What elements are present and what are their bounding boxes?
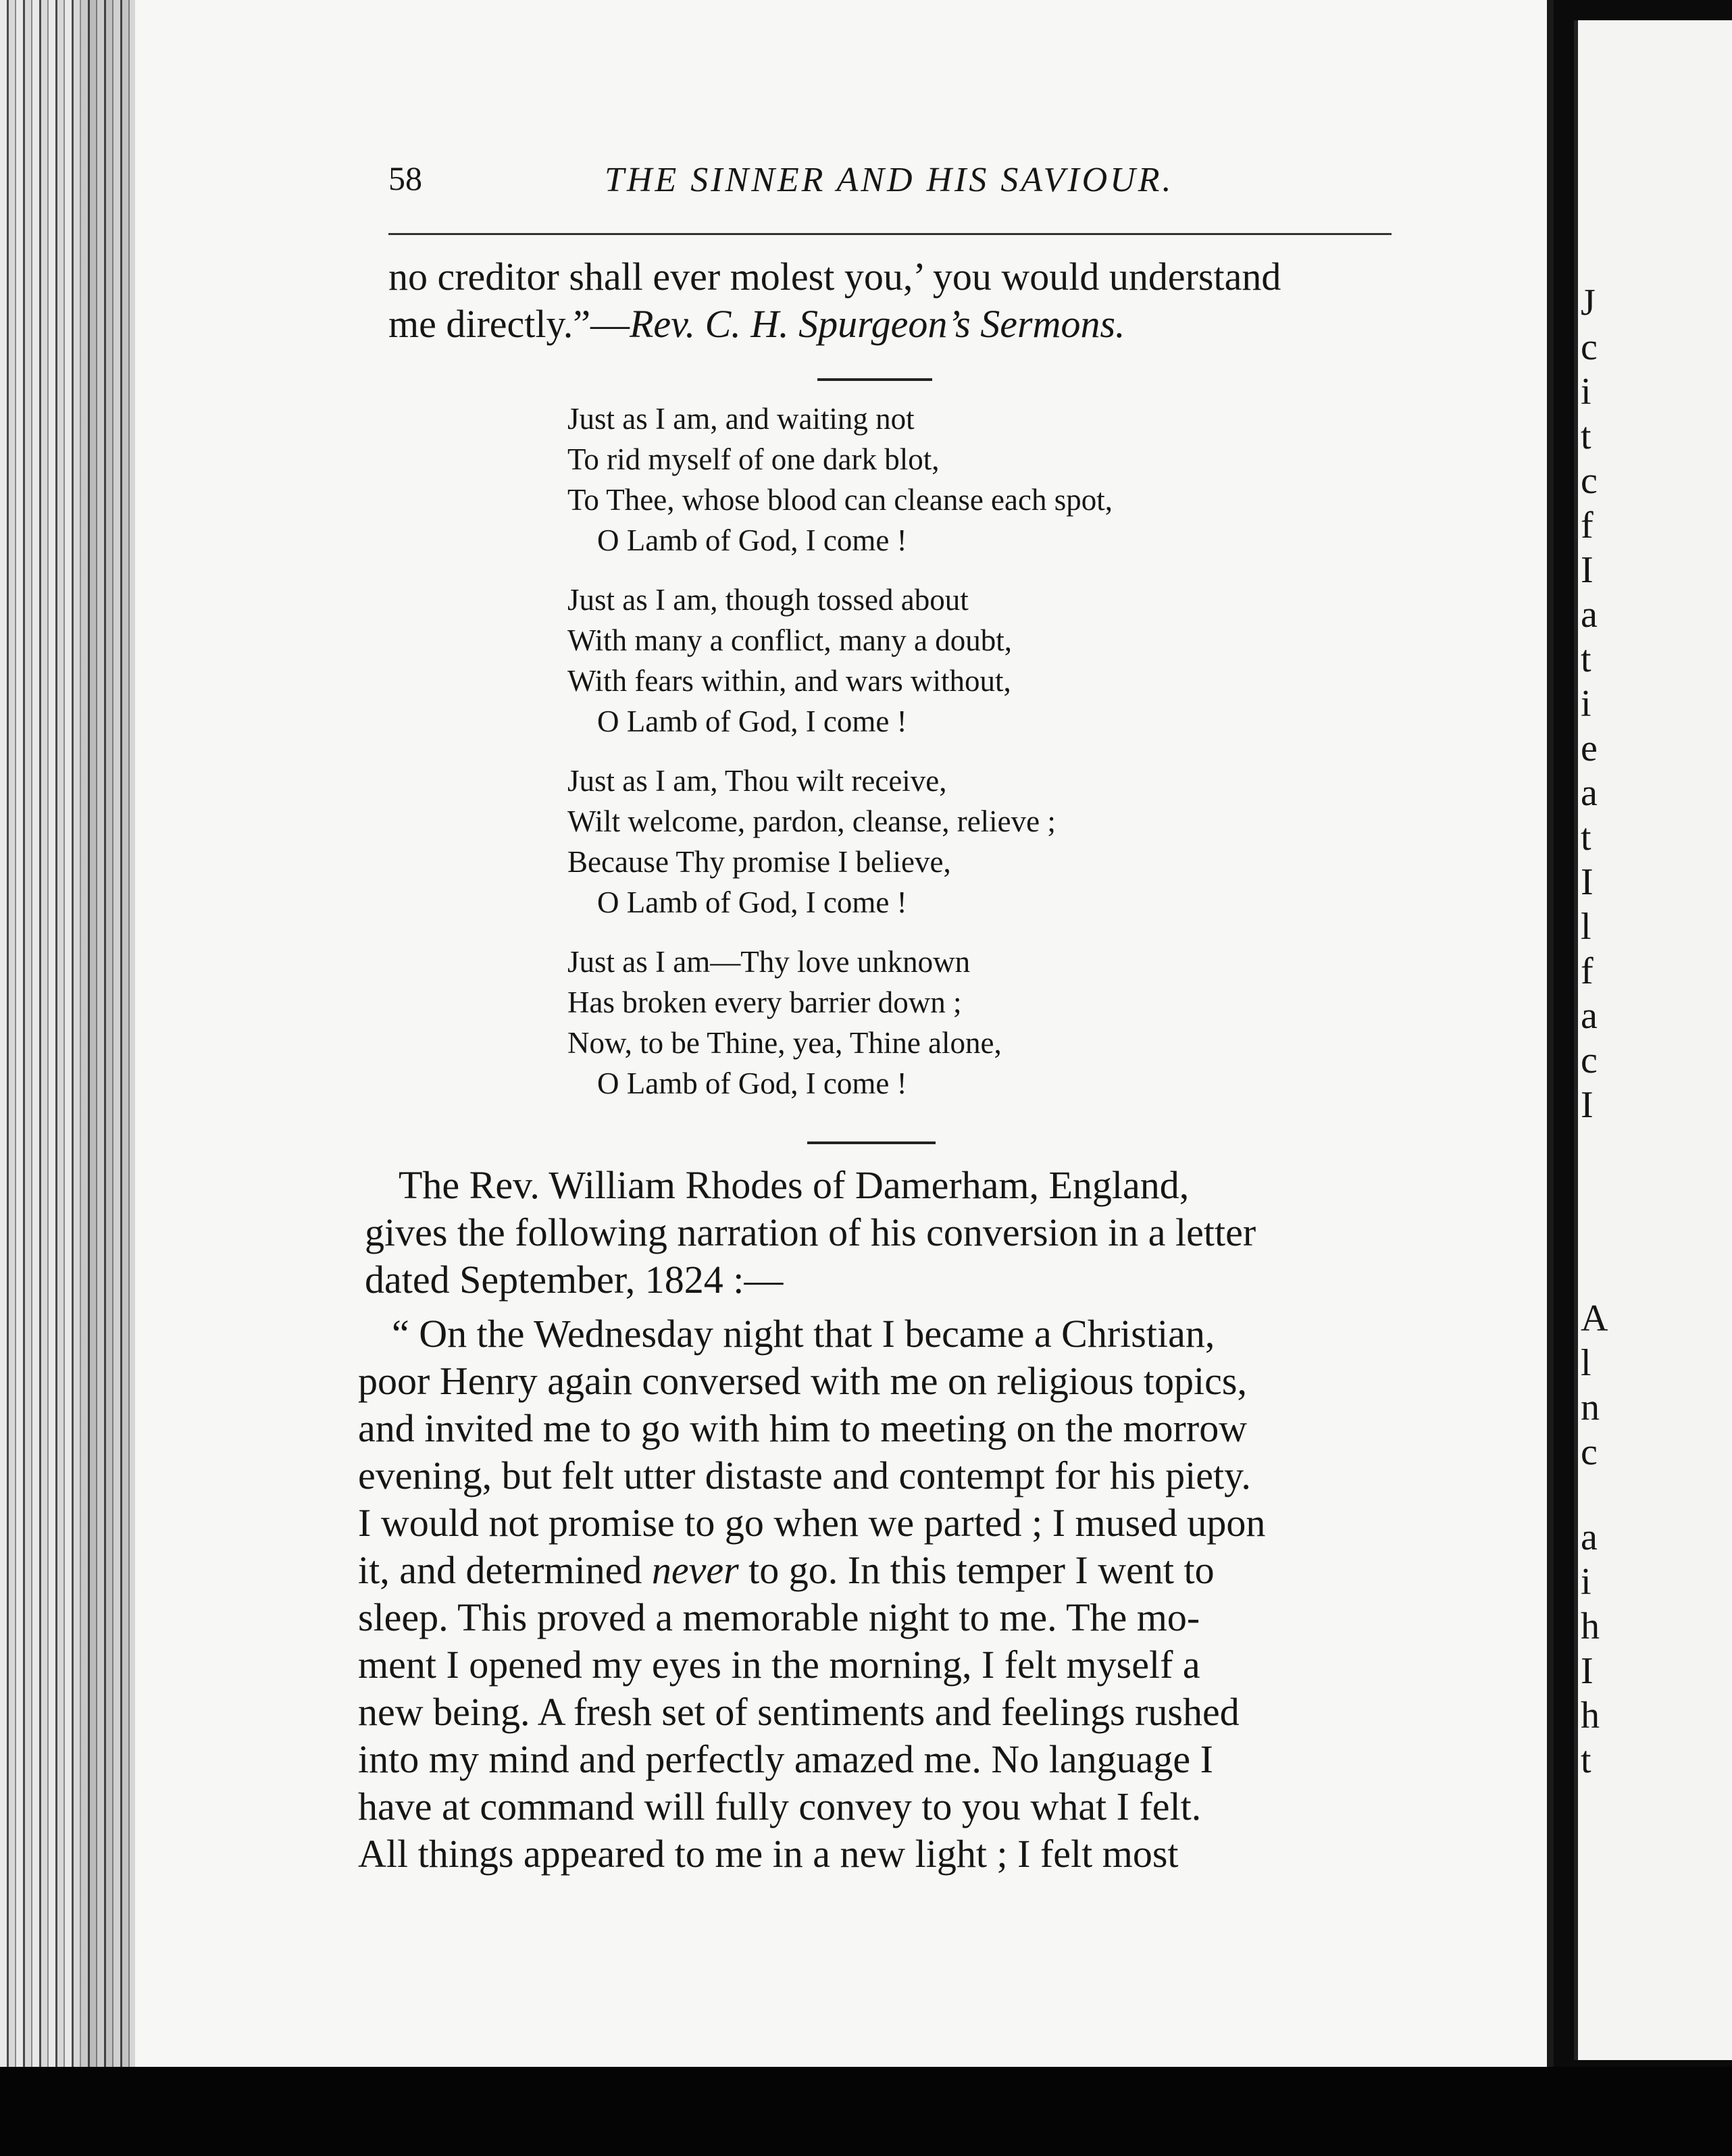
adjacent-fragment: i: [1581, 683, 1591, 725]
letter-line: poor Henry again conversed with me on religious topics,: [358, 1359, 1247, 1403]
letter-line: All things appeared to me in a new light ; I felt most: [358, 1832, 1179, 1876]
adjacent-fragment: l: [1581, 906, 1591, 948]
adjacent-fragment: A: [1581, 1298, 1608, 1339]
adjacent-fragment: t: [1581, 638, 1591, 680]
adjacent-fragment: a: [1581, 995, 1598, 1037]
attribution: Rev. C. H. Spurgeon’s Sermons.: [629, 302, 1125, 346]
hymn: [567, 399, 1243, 1123]
letter-text: it, and determined: [358, 1548, 652, 1592]
adjacent-page-fragments: [1581, 280, 1608, 1782]
adjacent-fragment: c: [1581, 460, 1598, 502]
hymn-line: Just as I am, Thou wilt receive,: [567, 764, 947, 798]
quote-line: [388, 301, 1395, 348]
narration-intro: [365, 1162, 1378, 1304]
adjacent-fragment: a: [1581, 594, 1598, 636]
adjacent-fragment: a: [1581, 1516, 1598, 1558]
adjacent-fragment: h: [1581, 1606, 1600, 1647]
adjacent-fragment: I: [1581, 1650, 1594, 1692]
adjacent-fragment: i: [1581, 1561, 1591, 1603]
hymn-refrain: O Lamb of God, I come !: [597, 704, 907, 738]
hymn-refrain: O Lamb of God, I come !: [597, 886, 907, 919]
adjacent-fragment: e: [1581, 727, 1598, 769]
scan-bottom-border: [0, 2067, 1732, 2156]
hymn-line: Just as I am—Thy love unknown: [567, 945, 971, 979]
adjacent-fragment: c: [1581, 326, 1598, 368]
letter-line: ment I opened my eyes in the morning, I felt myself a: [358, 1643, 1200, 1687]
letter-text: to go. In this temper I went to: [738, 1548, 1215, 1592]
letter-line: sleep. This proved a memorable night to me. The mo-: [358, 1595, 1200, 1639]
emphasis: never: [651, 1548, 739, 1592]
adjacent-fragment: c: [1581, 1040, 1598, 1081]
adjacent-fragment: n: [1581, 1387, 1600, 1429]
adjacent-fragment: I: [1581, 1084, 1594, 1126]
letter-line: “ On the Wednesday night that I became a Christian,: [392, 1312, 1215, 1356]
hymn-line: Now, to be Thine, yea, Thine alone,: [567, 1026, 1002, 1060]
hymn-line: With fears within, and wars without,: [567, 664, 1011, 698]
conversion-letter: [358, 1310, 1371, 1878]
adjacent-fragment: I: [1581, 549, 1594, 591]
narration-line: gives the following narration of his conversion in a letter: [365, 1210, 1256, 1254]
hymn-refrain: O Lamb of God, I come !: [597, 1067, 907, 1100]
hymn-stanza: [567, 399, 1243, 561]
right-page-edge: [1574, 20, 1732, 2060]
quote-line: no creditor shall ever molest you,’ you would understand: [388, 255, 1281, 299]
section-divider: [817, 378, 932, 381]
hymn-line: Because Thy promise I believe,: [567, 845, 951, 879]
running-head: THE SINNER AND HIS SAVIOUR.: [605, 161, 1174, 199]
adjacent-fragment: l: [1581, 1342, 1591, 1384]
adjacent-fragment: t: [1581, 817, 1591, 858]
hymn-stanza: [567, 942, 1243, 1104]
adjacent-fragment: c: [1581, 1431, 1598, 1473]
letter-line: I would not promise to go when we parted ; I mused upon: [358, 1501, 1266, 1545]
page-number: 58: [388, 159, 422, 197]
adjacent-fragment: t: [1581, 415, 1591, 457]
hymn-stanza: [567, 580, 1243, 742]
hymn-line: Just as I am, though tossed about: [567, 583, 969, 617]
adjacent-fragment: f: [1581, 950, 1594, 992]
letter-line: and invited me to go with him to meeting on the morrow: [358, 1406, 1248, 1450]
adjacent-fragment: J: [1581, 282, 1596, 324]
spurgeon-quote-ending: [388, 253, 1395, 348]
letter-line: new being. A fresh set of sentiments and feelings rushed: [358, 1690, 1240, 1734]
hymn-line: With many a conflict, many a doubt,: [567, 623, 1013, 657]
hymn-stanza: [567, 761, 1243, 923]
adjacent-fragment: f: [1581, 505, 1594, 546]
adjacent-fragment: a: [1581, 772, 1598, 814]
letter-line: [358, 1547, 1371, 1594]
hymn-refrain: O Lamb of God, I come !: [597, 523, 907, 557]
letter-line: evening, but felt utter distaste and contempt for his piety.: [358, 1454, 1251, 1497]
hymn-line: Just as I am, and waiting not: [567, 402, 915, 436]
adjacent-fragment: h: [1581, 1695, 1600, 1737]
narration-line: The Rev. William Rhodes of Damerham, England,: [399, 1163, 1190, 1207]
narration-line: dated September, 1824 :—: [365, 1258, 784, 1302]
adjacent-fragment: I: [1581, 861, 1594, 903]
adjacent-fragment: t: [1581, 1739, 1591, 1781]
adjacent-fragment: i: [1581, 371, 1591, 413]
hymn-line: To Thee, whose blood can cleanse each spot,: [567, 483, 1113, 517]
header-rule: [388, 233, 1392, 235]
hymn-line: To rid myself of one dark blot,: [567, 442, 940, 476]
quote-text: me directly.”—: [388, 302, 630, 346]
hymn-line: Has broken every barrier down ;: [567, 985, 962, 1019]
letter-line: into my mind and perfectly amazed me. No language I: [358, 1737, 1213, 1781]
page-header: [388, 152, 1388, 213]
section-divider: [807, 1141, 936, 1144]
letter-line: have at command will fully convey to you what I felt.: [358, 1785, 1202, 1828]
hymn-line: Wilt welcome, pardon, cleanse, relieve ;: [567, 804, 1056, 838]
